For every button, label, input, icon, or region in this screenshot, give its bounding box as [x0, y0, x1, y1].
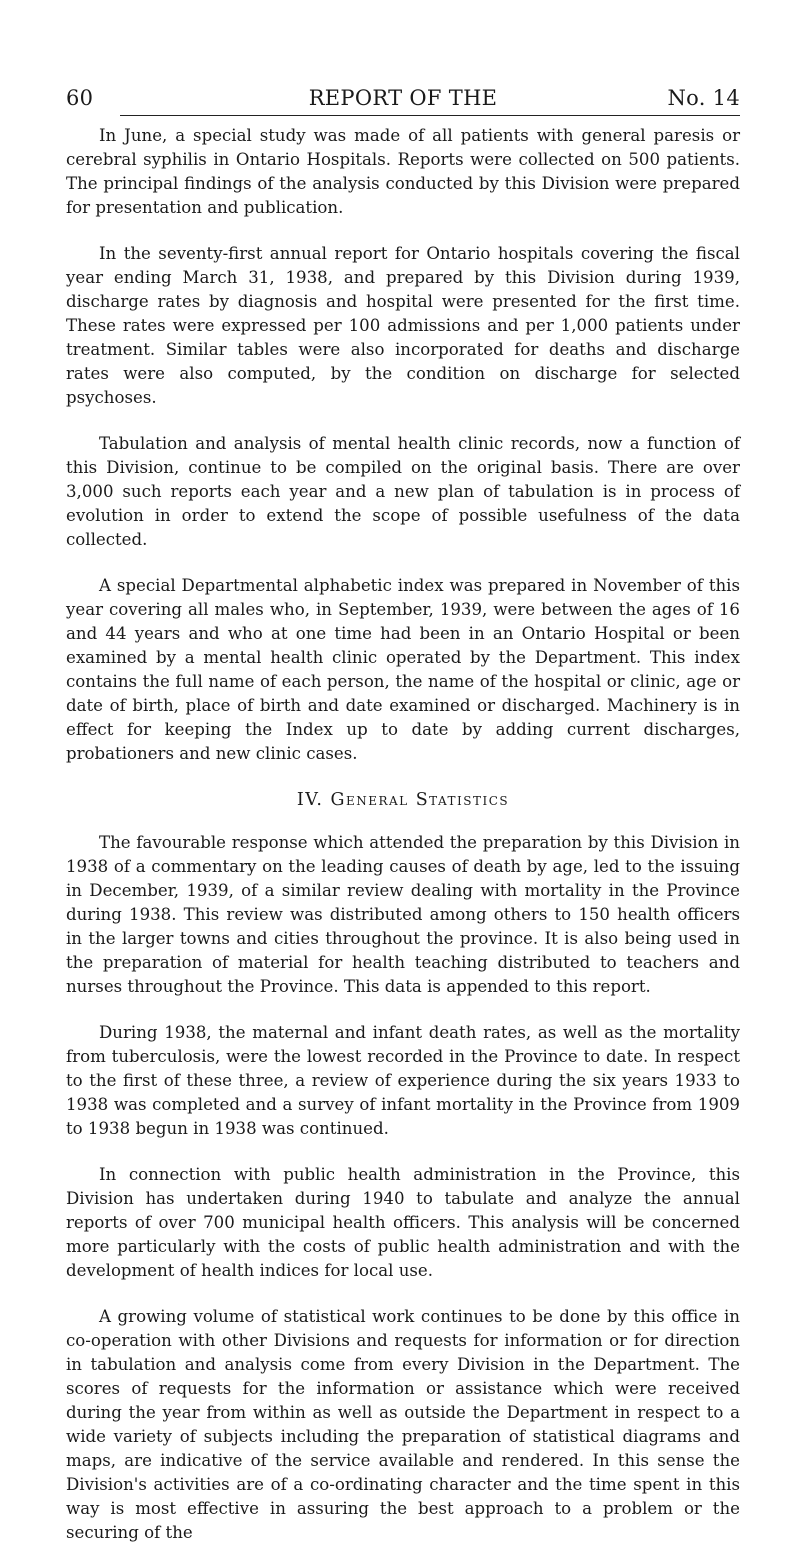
paragraph: A special Departmental alphabetic index was prepared in November of this year covering all males who, in September, 1939, were between the ages of 16 and 44 years and who at one time had been in an Ontario Hospital or been examined by a mental health clinic operated by the Department. This index contains the full name of each person, the name of the hospital or clinic, age or date of birth, place of birth and date examined or discharged. Machinery is in effect for keeping the Index up to date by adding current discharges, probationers and new clinic cases. [66, 576, 740, 763]
paragraph: A growing volume of statistical work continues to be done by this office in co-operation with other Divisions and requests for information or for direction in tabulation and analysis come from every Division in the Department. The scores of requests for the information or assistance which were received during the year from within as well as outside the Department in respect to a wide variety of subjects including the preparation of statistical diagrams and maps, are indicative of the service available and rendered. In this sense the Division's activities are of a co-ordinating character and the time spent in this way is most effective in assuring the best approach to a problem or the securing of the [66, 1307, 740, 1542]
running-header [66, 86, 740, 112]
paragraph: In June, a special study was made of all patients with general paresis or cerebral syphilis in Ontario Hospitals. Reports were collected on 500 patients. The principal findings of the analysis conducted by this Division were prepared for presentation and publication. [66, 126, 740, 217]
section-heading: IV. General Statistics [296, 790, 510, 810]
paragraph: In connection with public health administration in the Province, this Division has undertaken during 1940 to tabulate and analyze the annual reports of over 700 municipal health officers. This analysis will be concerned more particularly with the costs of public health administration and with the development of health indices for local use. [66, 1165, 740, 1280]
page-number: 60 [66, 86, 94, 110]
paragraph: During 1938, the maternal and infant death rates, as well as the mortality from tuberculosis, were the lowest recorded in the Province to date. In respect to the first of these three, a review of experience during the six years 1933 to 1938 was completed and a survey of infant mortality in the Province from 1909 to 1938 begun in 1938 was continued. [66, 1023, 740, 1138]
paragraph: The favourable response which attended the preparation by this Division in 1938 of a commentary on the leading causes of death by age, led to the issuing in December, 1939, of a similar review dealing with mortality in the Province during 1938. This review was distributed among others to 150 health officers in the larger towns and cities throughout the province. It is also being used in the preparation of material for health teaching distributed to teachers and nurses throughout the Province. This data is appended to this report. [66, 833, 740, 996]
body-text [66, 124, 740, 1567]
header-rule [120, 115, 740, 116]
running-title: REPORT OF THE [308, 86, 498, 110]
paragraph: In the seventy-first annual report for Ontario hospitals covering the fiscal year ending March 31, 1938, and prepared by this Division during 1939, discharge rates by diagnosis and hospital were presented for the first time. These rates were expressed per 100 admissions and per 1,000 patients under treatment. Similar tables were also incorporated for deaths and discharge rates were also computed, by the condition on discharge for selected psychoses. [66, 244, 740, 407]
issue-number: No. 14 [667, 86, 740, 110]
paragraph: Tabulation and analysis of mental health clinic records, now a function of this Division, continue to be compiled on the original basis. There are over 3,000 such reports each year and a new plan of tabulation is in process of evolution in order to extend the scope of possible usefulness of the data collected. [66, 434, 740, 549]
